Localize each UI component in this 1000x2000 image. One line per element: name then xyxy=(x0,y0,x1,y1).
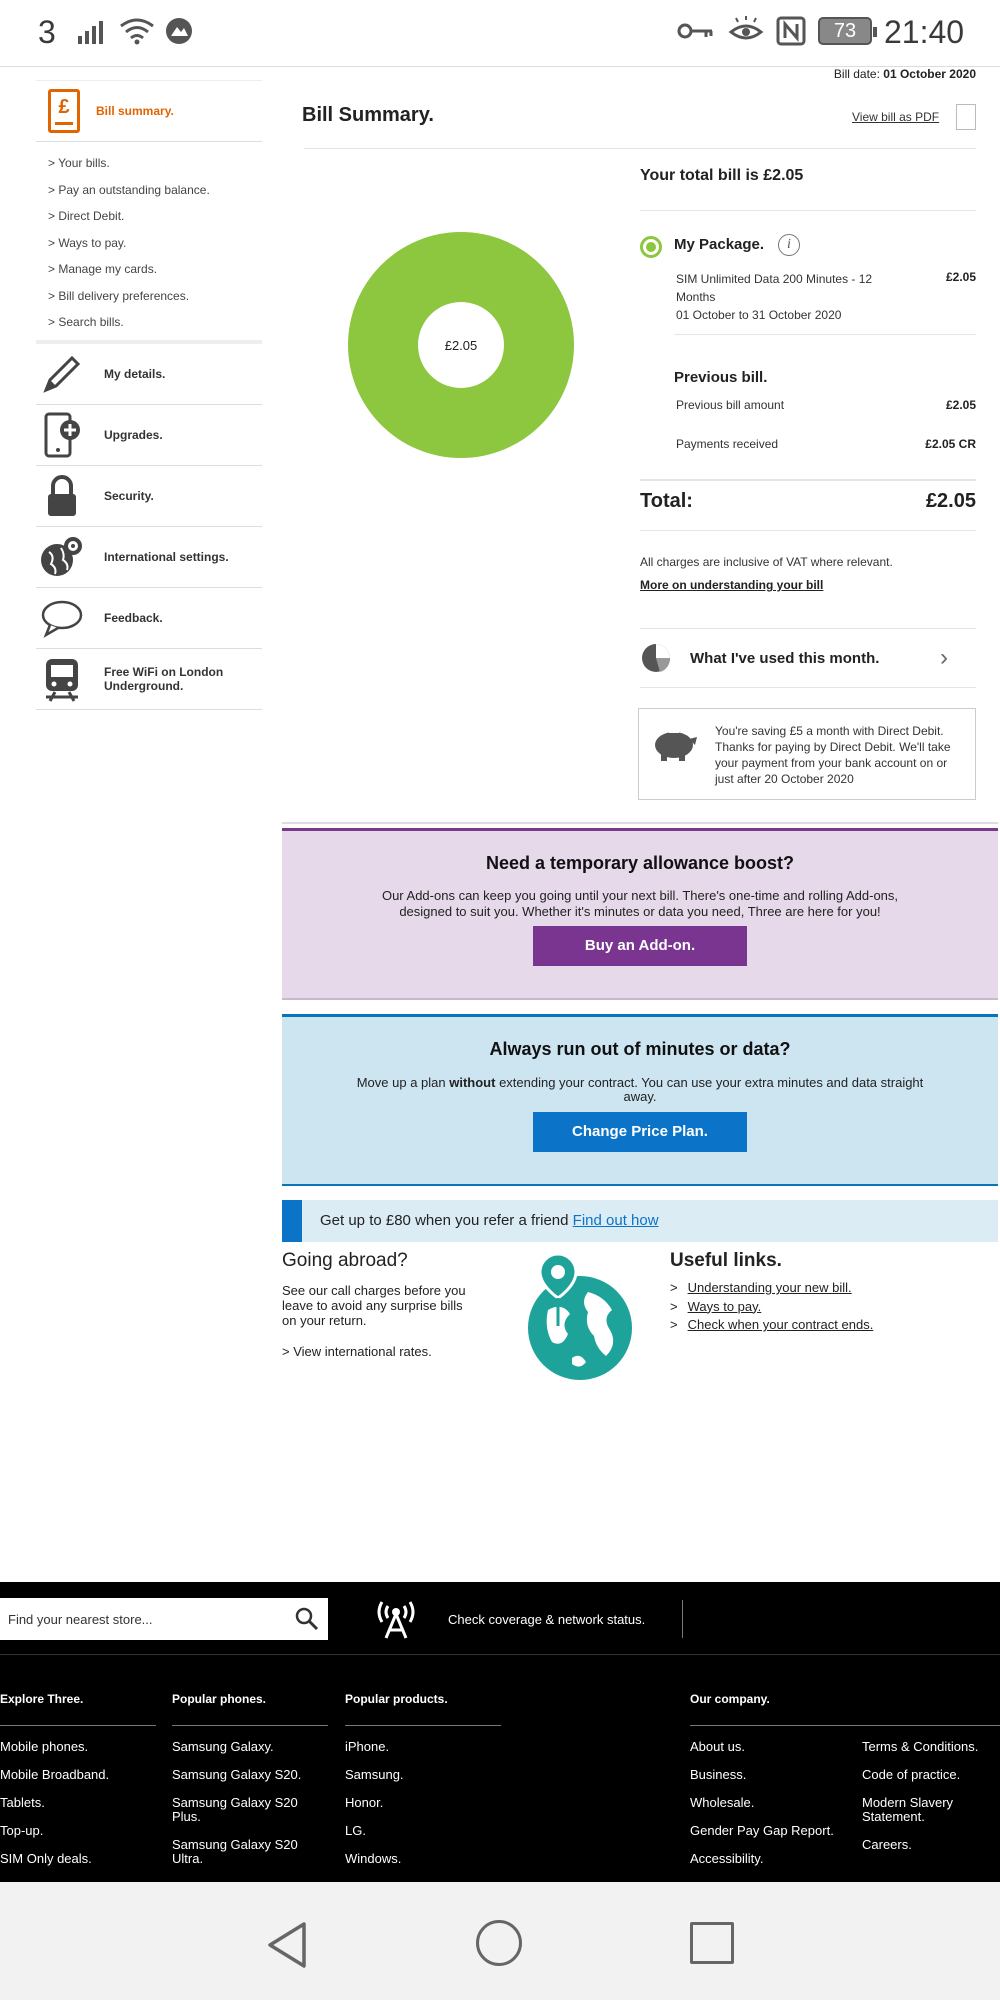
sidebar-item-label: Bill summary. xyxy=(96,104,174,118)
footer-link[interactable]: Gender Pay Gap Report. xyxy=(690,1823,834,1838)
search-icon[interactable] xyxy=(294,1606,320,1632)
sidebar-item-my-details[interactable] xyxy=(36,344,262,405)
bill-date-label: Bill date: xyxy=(833,67,880,81)
eye-comfort-icon xyxy=(728,16,764,46)
clock: 21:40 xyxy=(884,14,965,50)
useful-link-item[interactable]: > Understanding your new bill. xyxy=(670,1280,852,1295)
footer-column-company xyxy=(690,1692,862,1866)
back-icon[interactable] xyxy=(264,1920,310,1970)
footer-column-title: Popular phones. xyxy=(172,1692,328,1726)
footer-link[interactable]: Wholesale. xyxy=(690,1795,755,1810)
status-bar xyxy=(0,0,1000,66)
package-description xyxy=(676,270,888,324)
bill-date-value: 01 October 2020 xyxy=(883,67,976,81)
footer-link[interactable]: Top-up. xyxy=(0,1823,44,1838)
sidebar-item-security[interactable] xyxy=(36,466,262,527)
package-radio-icon xyxy=(640,236,662,258)
bill-sublinks xyxy=(36,142,262,344)
wifi-icon xyxy=(118,16,156,46)
footer-link[interactable]: SIM Only deals. xyxy=(0,1851,92,1866)
footer-link[interactable]: Samsung. xyxy=(345,1767,404,1782)
system-nav-bar xyxy=(0,1882,1000,2000)
footer-link[interactable]: Samsung Galaxy. xyxy=(172,1739,274,1754)
footer-column-legal xyxy=(862,1692,1000,1852)
previous-bill-title: Previous bill. xyxy=(674,369,768,386)
sidebar-item-label: International settings. xyxy=(104,549,229,564)
sidebar-item-label: Feedback. xyxy=(104,610,163,625)
signal-icon xyxy=(76,16,110,46)
change-price-plan-button[interactable]: Change Price Plan. xyxy=(533,1112,747,1152)
useful-link-item[interactable]: > Ways to pay. xyxy=(670,1298,762,1314)
vat-note: All charges are inclusive of VAT where relevant. xyxy=(640,555,893,569)
vpn-key-icon xyxy=(676,16,716,46)
find-out-how-link[interactable]: Find out how xyxy=(572,1212,659,1229)
pdf-document-icon[interactable] xyxy=(956,104,976,130)
globe-gear-icon xyxy=(39,534,85,580)
pie-usage-icon xyxy=(640,642,672,674)
addon-promo-title: Need a temporary allowance boost? xyxy=(485,853,795,873)
plan-promo-text: Move up a plan without extending your contract. You can use your extra minutes and data straight away. xyxy=(356,1075,924,1104)
total-bill-heading: Your total bill is £2.05 xyxy=(640,167,804,184)
sidebar-item-international[interactable] xyxy=(36,527,262,588)
sidebar-item-free-wifi[interactable] xyxy=(36,649,262,710)
footer-link[interactable]: Samsung Galaxy S20 Plus. xyxy=(172,1795,298,1824)
globe-pin-icon xyxy=(522,1252,634,1384)
buy-addon-button[interactable]: Buy an Add-on. xyxy=(533,926,747,966)
nfc-icon xyxy=(776,16,806,46)
going-abroad-text: See our call charges before you leave to avoid any surprise bills on your return. xyxy=(282,1283,466,1328)
footer-link[interactable]: Samsung Galaxy S20. xyxy=(172,1767,302,1782)
sublink-manage-cards[interactable]: > Manage my cards. xyxy=(48,262,158,276)
footer-link[interactable]: Modern Slavery Statement. xyxy=(862,1795,954,1824)
sidebar-item-upgrades[interactable] xyxy=(36,405,262,466)
sidebar-item-feedback[interactable] xyxy=(36,588,262,649)
sublink-ways-to-pay[interactable]: > Ways to pay. xyxy=(48,235,127,250)
sidebar-item-bill-summary[interactable] xyxy=(36,80,262,142)
footer-column-title: Explore Three. xyxy=(0,1692,156,1726)
bill-donut-chart xyxy=(348,232,574,458)
pound-bill-icon: £ xyxy=(48,89,80,133)
footer-link[interactable]: Mobile phones. xyxy=(0,1739,89,1754)
page-title: Bill Summary. xyxy=(302,104,434,126)
sublink-your-bills[interactable]: > Your bills. xyxy=(48,156,110,170)
battery-icon: 73 xyxy=(818,17,872,45)
signal-tower-icon xyxy=(374,1596,418,1640)
package-price: £2.05 xyxy=(945,270,976,284)
footer-link[interactable]: iPhone. xyxy=(345,1739,390,1754)
package-name: My Package. xyxy=(674,236,765,253)
total-label: Total: xyxy=(640,490,693,512)
international-rates-link[interactable]: > View international rates. xyxy=(282,1344,432,1359)
previous-amount-label: Previous bill amount xyxy=(676,398,785,412)
footer-link[interactable]: Tablets. xyxy=(0,1795,45,1810)
app-notification-icon xyxy=(164,16,194,46)
footer-link[interactable]: About us. xyxy=(690,1739,745,1754)
store-search-input[interactable] xyxy=(0,1598,328,1640)
footer-link[interactable]: Accessibility. xyxy=(690,1851,764,1866)
info-icon[interactable]: i xyxy=(778,234,800,256)
view-pdf-link[interactable]: View bill as PDF xyxy=(852,110,940,124)
footer-link[interactable]: Business. xyxy=(690,1767,747,1782)
footer-column-phones xyxy=(172,1692,328,1866)
total-value: £2.05 xyxy=(925,490,976,512)
home-icon[interactable] xyxy=(476,1920,522,1966)
refer-text: Get up to £80 when you refer a friend xyxy=(320,1212,573,1229)
sidebar-item-label: Upgrades. xyxy=(104,427,163,442)
footer-link[interactable]: Code of practice. xyxy=(862,1767,961,1782)
sidebar xyxy=(36,80,262,710)
sublink-search-bills[interactable]: > Search bills. xyxy=(48,315,124,329)
store-search-placeholder: Find your nearest store... xyxy=(8,1612,153,1627)
sublink-pay-outstanding[interactable]: > Pay an outstanding balance. xyxy=(48,182,210,197)
footer-link[interactable]: Samsung Galaxy S20 Ultra. xyxy=(172,1837,298,1866)
footer-link[interactable]: Windows. xyxy=(345,1851,402,1866)
piggy-bank-icon xyxy=(649,727,699,763)
carrier-label: 3 xyxy=(38,14,56,50)
understanding-bill-link[interactable]: More on understanding your bill xyxy=(640,578,824,592)
footer-column-explore xyxy=(0,1692,156,1866)
train-icon xyxy=(42,655,82,703)
phone-upgrade-icon xyxy=(40,412,84,458)
bill-date xyxy=(834,67,976,81)
lock-icon xyxy=(44,474,80,518)
addon-promo xyxy=(282,828,998,1000)
speech-bubble-icon xyxy=(40,598,84,638)
payments-received-label: Payments received xyxy=(676,437,779,451)
footer-link[interactable]: Honor. xyxy=(345,1795,384,1810)
donut-center-label: £2.05 xyxy=(444,337,478,353)
price-plan-promo xyxy=(282,1014,998,1186)
sublink-delivery-prefs[interactable]: > Bill delivery preferences. xyxy=(48,288,190,303)
footer-column-title xyxy=(862,1692,1000,1726)
footer-link[interactable]: Mobile Broadband. xyxy=(0,1767,110,1782)
footer-column-products xyxy=(345,1692,501,1866)
direct-debit-text: You're saving £5 a month with Direct Debit. Thanks for paying by Direct Debit. We'll take your payment from your bank account on or just after 20 October 2020 xyxy=(715,724,951,786)
direct-debit-note xyxy=(638,708,976,800)
sidebar-item-label: My details. xyxy=(104,366,166,381)
sidebar-item-label: Free WiFi on London Underground. xyxy=(104,664,224,693)
chevron-right-icon: › xyxy=(940,644,948,671)
addon-promo-text: Our Add-ons can keep you going until your next bill. There's one-time and rolling Add-ons, designed to suit you. Whether it's minutes or data you need, Three are here for you! xyxy=(381,888,899,919)
usage-label: What I've used this month. xyxy=(690,649,880,667)
usage-this-month-row[interactable] xyxy=(640,628,976,688)
payments-received-value: £2.05 CR xyxy=(925,437,976,451)
plan-promo-title: Always run out of minutes or data? xyxy=(489,1039,791,1059)
going-abroad-title: Going abroad? xyxy=(282,1250,408,1271)
useful-link-item[interactable]: > Check when your contract ends. xyxy=(670,1317,874,1332)
pencil-icon xyxy=(40,352,84,396)
footer-link[interactable]: Terms & Conditions. xyxy=(862,1739,979,1754)
useful-links-title: Useful links. xyxy=(670,1250,782,1271)
previous-amount-value: £2.05 xyxy=(945,398,976,412)
footer-column-title: Popular products. xyxy=(345,1692,501,1726)
sidebar-item-label: Security. xyxy=(104,488,154,503)
footer-column-title: Our company. xyxy=(690,1692,862,1726)
useful-links-list xyxy=(670,1280,873,1336)
site-footer xyxy=(0,1582,1000,1882)
package-period: 01 October to 31 October 2020 xyxy=(676,308,842,322)
package-plan: SIM Unlimited Data 200 Minutes - 12 Months xyxy=(676,272,873,304)
footer-link[interactable]: Careers. xyxy=(862,1837,912,1852)
refer-banner xyxy=(282,1200,998,1242)
coverage-link[interactable]: Check coverage & network status. xyxy=(448,1612,646,1627)
recent-apps-icon[interactable] xyxy=(690,1922,734,1964)
footer-link[interactable]: LG. xyxy=(345,1823,366,1838)
sublink-direct-debit[interactable]: > Direct Debit. xyxy=(48,209,125,223)
